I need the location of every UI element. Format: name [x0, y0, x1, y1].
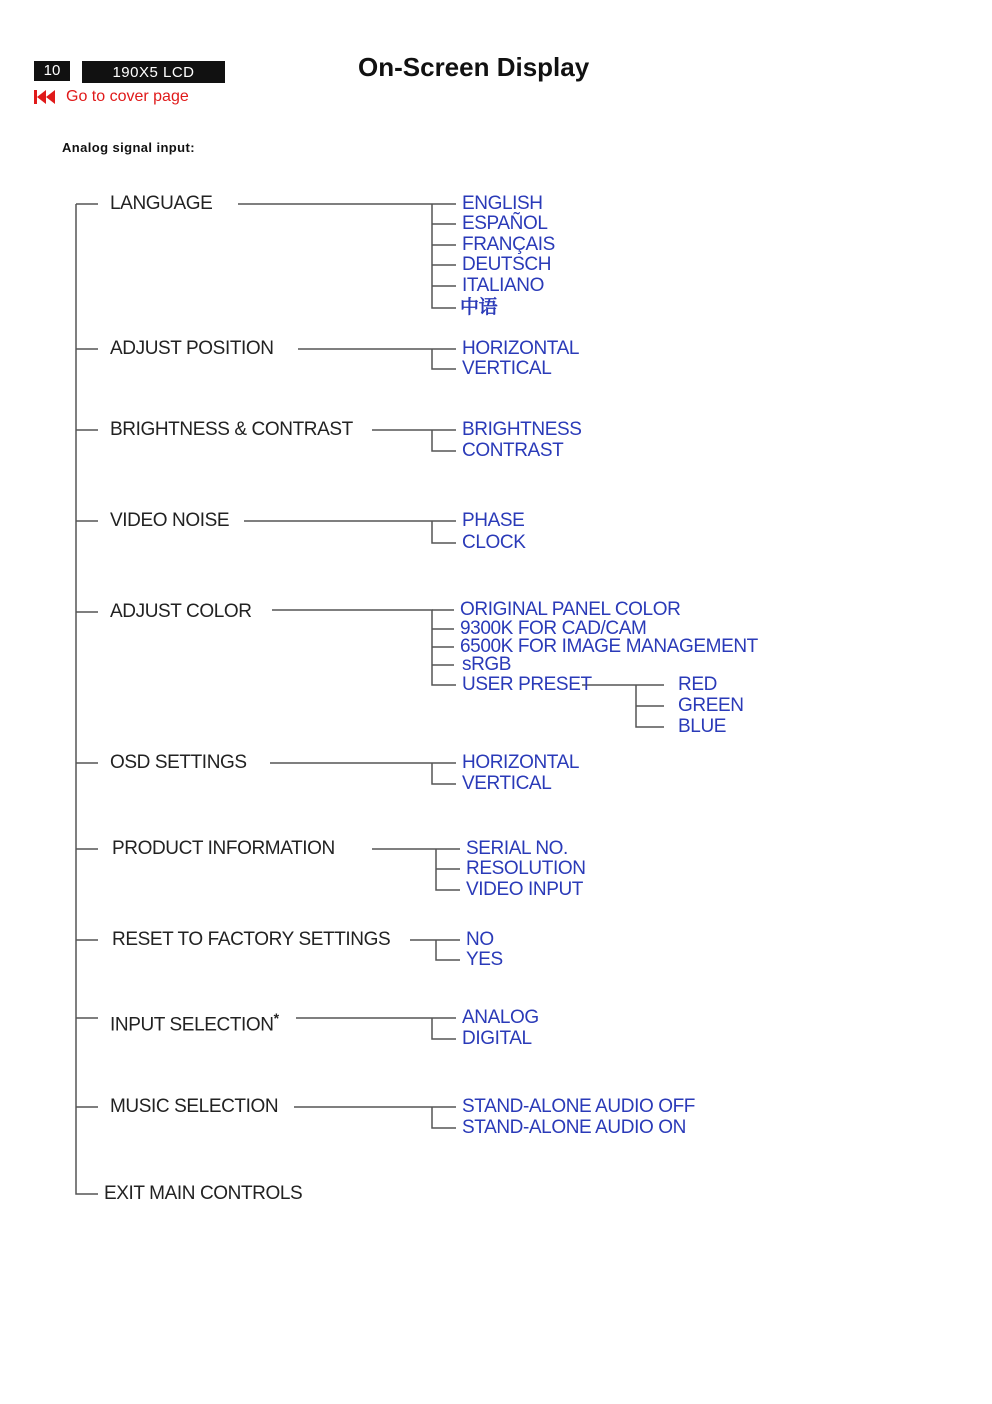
- option-reset-no[interactable]: NO: [466, 929, 494, 950]
- option-serial-no[interactable]: SERIAL NO.: [466, 838, 568, 859]
- menu-language[interactable]: LANGUAGE: [110, 193, 213, 214]
- option-red[interactable]: RED: [678, 674, 717, 695]
- option-audio-on[interactable]: STAND-ALONE AUDIO ON: [462, 1117, 686, 1138]
- option-digital[interactable]: DIGITAL: [462, 1028, 532, 1049]
- menu-osd-settings[interactable]: OSD SETTINGS: [110, 752, 247, 773]
- model-label: 190X5 LCD: [82, 61, 225, 83]
- menu-brightness-contrast[interactable]: BRIGHTNESS & CONTRAST: [110, 419, 353, 440]
- option-contrast[interactable]: CONTRAST: [462, 440, 564, 461]
- option-video-input[interactable]: VIDEO INPUT: [466, 879, 584, 900]
- option-phase[interactable]: PHASE: [462, 510, 525, 531]
- option-position-vertical[interactable]: VERTICAL: [462, 358, 552, 379]
- option-6500k[interactable]: 6500K FOR IMAGE MANAGEMENT: [460, 636, 758, 657]
- option-brightness[interactable]: BRIGHTNESS: [462, 419, 582, 440]
- option-italiano[interactable]: ITALIANO: [462, 275, 544, 296]
- option-francais[interactable]: FRANÇAIS: [462, 234, 555, 255]
- section-subheading: Analog signal input:: [62, 140, 195, 155]
- menu-adjust-color[interactable]: ADJUST COLOR: [110, 601, 252, 622]
- option-analog[interactable]: ANALOG: [462, 1007, 539, 1028]
- option-blue[interactable]: BLUE: [678, 716, 727, 737]
- option-resolution[interactable]: RESOLUTION: [466, 858, 586, 879]
- option-espanol[interactable]: ESPAÑOL: [462, 213, 548, 234]
- option-english[interactable]: ENGLISH: [462, 193, 543, 214]
- option-green[interactable]: GREEN: [678, 695, 744, 716]
- page-title: On-Screen Display: [358, 52, 590, 82]
- menu-exit[interactable]: EXIT MAIN CONTROLS: [104, 1183, 303, 1204]
- footnote-marker: *: [273, 1010, 279, 1026]
- go-to-cover-label: Go to cover page: [66, 88, 189, 105]
- option-clock[interactable]: CLOCK: [462, 532, 526, 553]
- input-selection-label: INPUT SELECTION: [110, 1014, 274, 1036]
- menu-adjust-position[interactable]: ADJUST POSITION: [110, 338, 274, 359]
- option-user-preset[interactable]: USER PRESET: [462, 674, 592, 695]
- option-position-horizontal[interactable]: HORIZONTAL: [462, 338, 580, 359]
- page-number: 10: [34, 61, 70, 81]
- menu-music-selection[interactable]: MUSIC SELECTION: [110, 1096, 279, 1117]
- option-srgb[interactable]: sRGB: [462, 654, 512, 675]
- menu-reset-factory[interactable]: RESET TO FACTORY SETTINGS: [112, 929, 391, 950]
- option-reset-yes[interactable]: YES: [466, 949, 503, 970]
- option-osd-horizontal[interactable]: HORIZONTAL: [462, 752, 580, 773]
- option-deutsch[interactable]: DEUTSCH: [462, 254, 552, 275]
- option-chinese[interactable]: 中语: [460, 297, 498, 318]
- option-original-panel-color[interactable]: ORIGINAL PANEL COLOR: [460, 599, 681, 620]
- menu-input-selection[interactable]: [110, 1007, 279, 1036]
- option-audio-off[interactable]: STAND-ALONE AUDIO OFF: [462, 1096, 695, 1117]
- option-9300k[interactable]: 9300K FOR CAD/CAM: [460, 618, 647, 639]
- menu-product-information[interactable]: PRODUCT INFORMATION: [112, 838, 335, 859]
- menu-video-noise[interactable]: VIDEO NOISE: [110, 510, 230, 531]
- option-osd-vertical[interactable]: VERTICAL: [462, 773, 552, 794]
